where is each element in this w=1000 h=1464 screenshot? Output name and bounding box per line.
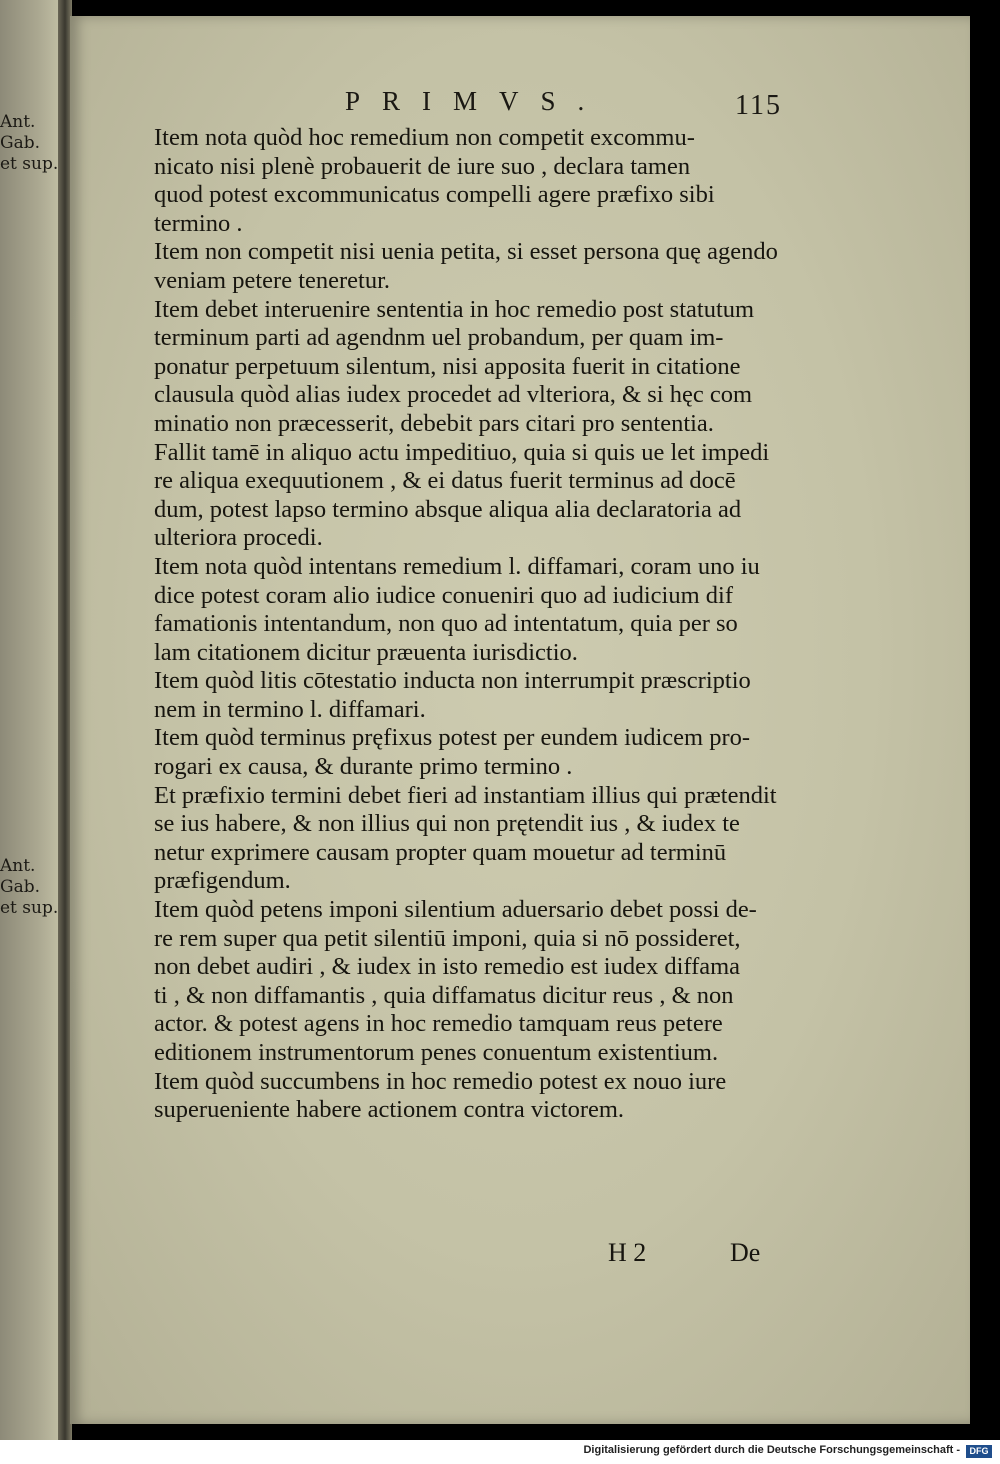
text-line: minatio non præcesserit, debebit pars citari pro sententia. [154,409,714,437]
margin-note-line: Ant. [0,112,36,132]
text-line: nem in termino l. diffamari. [154,695,426,723]
text-line: Et præfixio termini debet fieri ad instantiam illius qui prætendit [154,781,777,809]
paragraph [154,896,834,1068]
text-line: veniam petere teneretur. [154,266,391,294]
funding-credit: Digitalisierung gefördert durch die Deutsche Forschungsgemeinschaft - [583,1444,960,1456]
text-line: præfigendum. [154,867,291,895]
text-line: termino . [154,209,243,237]
paragraph [154,1068,834,1125]
facing-page-edge [0,0,62,1440]
paragraph [154,724,834,781]
paragraph [154,238,834,295]
margin-note-line: Gab. [0,877,41,897]
margin-note-line: et sup. [0,898,59,918]
text-line: se ius habere, & non illius qui non prętendit ius , & iudex te [154,810,740,838]
text-line: Item non competit nisi uenia petita, si esset persona quę agendo [154,238,778,266]
signature-mark: H 2 [608,1238,647,1267]
text-line: Item debet interuenire sententia in hoc remedio post statutum [154,295,755,323]
margin-note-line: Gab. [0,133,41,153]
text-line: famationis intentandum, non quo ad intentatum, quia per so [154,610,738,638]
body-text [154,124,834,1125]
page-number: 115 [735,90,782,121]
text-line: Fallit tamē in aliquo actu impeditiuo, quia si quis ue let impedi [154,438,770,466]
text-line: ulteriora procedi. [154,524,323,552]
book-page [70,16,970,1424]
text-line: clausula quòd alias iudex procedet ad vlteriora, & si hęc com [154,381,753,409]
text-line: Item quòd succumbens in hoc remedio potest ex nouo iure [154,1067,727,1095]
margin-note-line: et sup. [0,154,59,174]
text-line: re rem super qua petit silentiū imponi, quia si nō possideret, [154,924,741,952]
text-line: Item quòd litis cōtestatio inducta non interrumpit præscriptio [154,667,751,695]
text-line: terminum parti ad agendnm uel probandum, per quam im- [154,324,724,352]
paragraph [154,124,834,238]
running-head: PRIMVS. [345,86,607,116]
text-line: dice potest coram alio iudice conueniri quo ad iudicium dif [154,581,733,609]
text-line: editionem instrumentorum penes conuentum existentium. [154,1039,719,1066]
text-line: netur exprimere causam propter quam mouetur ad terminū [154,838,727,866]
margin-note-1 [0,112,60,175]
text-line: Item nota quòd intentans remedium l. diffamari, coram uno iu [154,552,760,580]
digitization-footer [0,1440,1000,1464]
catchword: De [730,1238,761,1267]
text-line: Item quòd terminus pręfixus potest per eundem iudicem pro- [154,724,751,752]
text-line: ponatur perpetuum silentum, nisi apposita fuerit in citatione [154,352,741,380]
text-line: quod potest excommunicatus compelli agere præfixo sibi [154,181,715,209]
text-line: re aliqua exequutionem , & ei datus fuerit terminus ad docē [154,467,736,495]
paragraph [154,439,834,553]
text-line: actor. & potest agens in hoc remedio tamquam reus petere [154,1010,723,1038]
margin-note-line: Ant. [0,856,36,876]
paragraph [154,667,834,724]
text-line: Item nota quòd hoc remedium non competit excommu- [154,124,695,151]
text-line: ti , & non diffamantis , quia diffamatus dicitur reus , & non [154,981,734,1009]
text-line: lam citationem dicitur præuenta iurisdictio. [154,638,578,666]
paragraph [154,296,834,439]
text-line: rogari ex causa, & durante primo termino . [154,753,573,781]
text-line: superueniente habere actionem contra victorem. [154,1096,625,1124]
paragraph [154,553,834,667]
text-line: nicato nisi plenè probauerit de iure suo , declara tamen [154,152,691,180]
dfg-logo: DFG [966,1445,992,1458]
text-line: dum, potest lapso termino absque aliqua alia declaratoria ad [154,495,742,523]
text-line: Item quòd petens imponi silentium aduersario debet possi de- [154,896,757,924]
text-line: non debet audiri , & iudex in isto remedio est iudex diffama [154,953,741,981]
paragraph [154,782,834,896]
margin-note-2 [0,856,60,919]
